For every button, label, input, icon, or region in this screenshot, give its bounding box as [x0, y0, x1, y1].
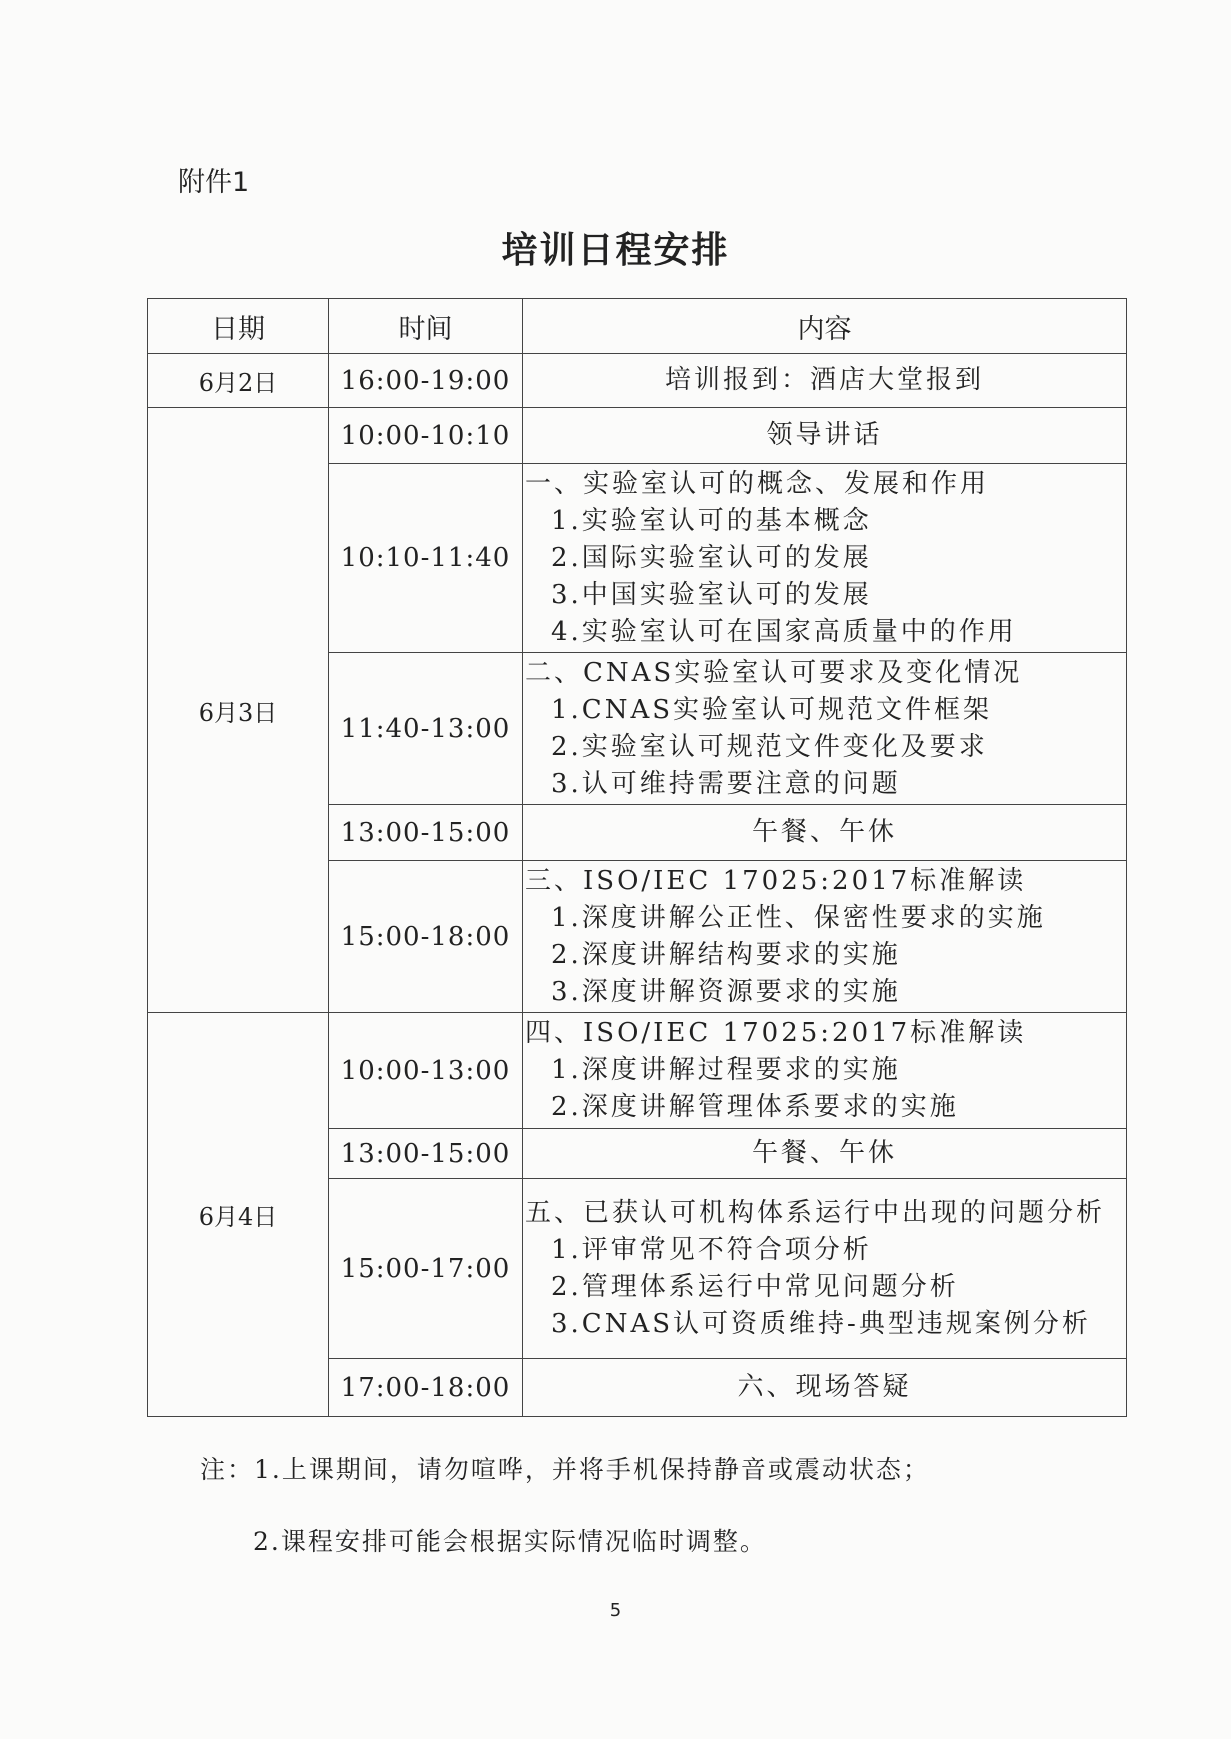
content-cell [523, 354, 1127, 408]
content-line: 1.实验室认可的基本概念 [551, 505, 872, 536]
content-cell [523, 1359, 1127, 1417]
content-line: 4.实验室认可在国家高质量中的作用 [551, 616, 1017, 647]
note-line-1: 注：1.上课期间，请勿喧哗，并将手机保持静音或震动状态； [200, 1455, 930, 1484]
content-line: 午餐、午休 [751, 817, 897, 847]
note-line-2: 2.课程安排可能会根据实际情况临时调整。 [253, 1527, 767, 1556]
content-line: 1.评审常见不符合项分析 [551, 1234, 872, 1265]
content-cell [523, 408, 1127, 464]
time-cell: 13:00-15:00 [329, 1129, 523, 1179]
document-title: 培训日程安排 [501, 229, 730, 271]
content-cell [523, 1129, 1127, 1179]
table-row [148, 1013, 1127, 1129]
content-cell [523, 1013, 1127, 1129]
content-heading: 四、ISO/IEC 17025:2017标准解读 [525, 1018, 1027, 1048]
time-cell: 16:00-19:00 [329, 354, 523, 408]
content-line: 2.实验室认可规范文件变化及要求 [551, 731, 988, 762]
content-line: 3.深度讲解资源要求的实施 [551, 976, 901, 1007]
content-cell [523, 464, 1127, 653]
time-cell: 15:00-17:00 [329, 1179, 523, 1359]
content-line: 2.国际实验室认可的发展 [551, 542, 872, 573]
date-cell: 6月4日 [148, 1013, 329, 1417]
content-cell [523, 653, 1127, 805]
content-line: 1.CNAS实验室认可规范文件框架 [551, 694, 993, 725]
time-cell: 10:00-10:10 [329, 408, 523, 464]
table-row [148, 354, 1127, 408]
notes [200, 1455, 930, 1599]
content-heading: 一、实验室认可的概念、发展和作用 [525, 468, 990, 499]
table-header-row [148, 299, 1127, 354]
content-line: 3.认可维持需要注意的问题 [551, 768, 901, 799]
time-cell: 17:00-18:00 [329, 1359, 523, 1417]
content-line: 1.深度讲解过程要求的实施 [551, 1055, 901, 1085]
header-date: 日期 [148, 299, 329, 354]
content-line: 2.深度讲解结构要求的实施 [551, 939, 901, 970]
date-cell: 6月2日 [148, 354, 329, 408]
schedule-table [147, 298, 1127, 1417]
content-line: 3.CNAS认可资质维持-典型违规案例分析 [551, 1308, 1091, 1339]
time-cell: 10:00-13:00 [329, 1013, 523, 1129]
content-line: 1.深度讲解公正性、保密性要求的实施 [551, 902, 1046, 933]
time-cell: 11:40-13:00 [329, 653, 523, 805]
content-cell [523, 861, 1127, 1013]
content-heading: 五、已获认可机构体系运行中出现的问题分析 [525, 1197, 1106, 1228]
content-cell [523, 805, 1127, 861]
content-line: 3.中国实验室认可的发展 [551, 579, 872, 610]
content-line: 2.深度讲解管理体系要求的实施 [551, 1092, 959, 1122]
content-cell [523, 1179, 1127, 1359]
time-cell: 10:10-11:40 [329, 464, 523, 653]
header-time: 时间 [329, 299, 523, 354]
content-line: 培训报到：酒店大堂报到 [664, 365, 984, 395]
time-cell: 13:00-15:00 [329, 805, 523, 861]
content-line: 领导讲话 [766, 420, 883, 450]
header-content: 内容 [523, 299, 1127, 354]
content-heading: 三、ISO/IEC 17025:2017标准解读 [525, 865, 1027, 896]
content-line: 午餐、午休 [751, 1138, 897, 1168]
content-line: 2.管理体系运行中常见问题分析 [551, 1271, 959, 1302]
table-row [148, 408, 1127, 464]
content-line: 六、现场答疑 [737, 1372, 912, 1402]
content-heading: 二、CNAS实验室认可要求及变化情况 [525, 657, 1023, 688]
date-cell: 6月3日 [148, 408, 329, 1013]
page-number: 5 [609, 1600, 622, 1621]
attachment-label: 附件1 [178, 167, 250, 198]
time-cell: 15:00-18:00 [329, 861, 523, 1013]
